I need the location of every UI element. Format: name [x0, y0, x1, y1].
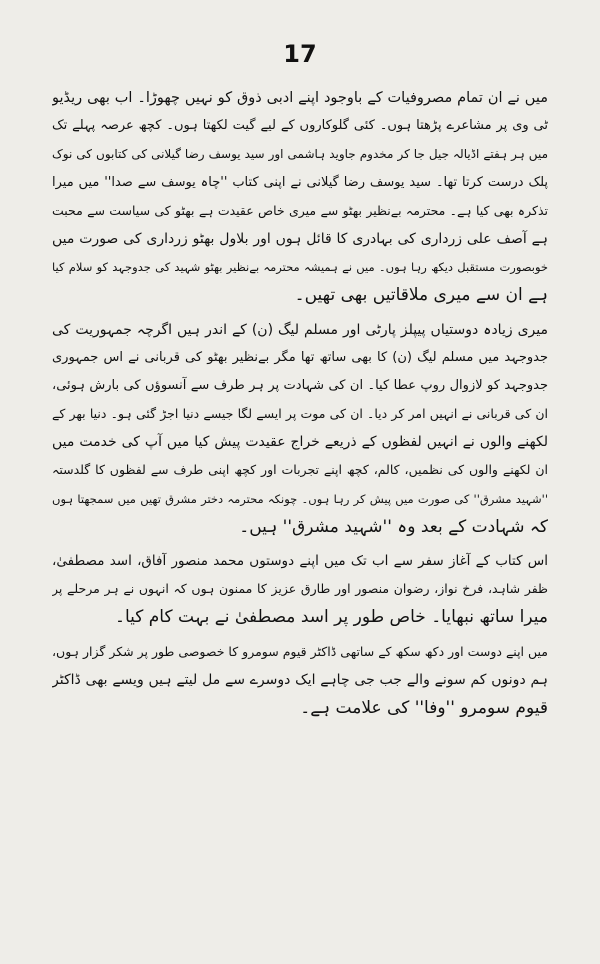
- text-line: میں نے ان تمام مصروفیات کے باوجود اپنے ادبی ذوق کو نہیں چھوڑا۔ اب بھی ریڈیو: [52, 90, 548, 106]
- text-line: ظفر شاہد، فرخ نواز، رضوان منصور اور طارق عزیز کا ممنون ہوں کہ انہوں نے ہر مرحلے پر: [52, 581, 548, 597]
- text-line: لکھنے والوں نے انہیں لفظوں کے ذریعے خراج عقیدت پیش کیا میں آپ کی خدمت میں: [52, 434, 548, 451]
- text-line: میرا ساتھ نبھایا۔ خاص طور پر اسد مصطفیٰ نے بہت کام کیا۔: [115, 607, 548, 628]
- text-line: تذکرہ بھی کیا ہے۔ محترمہ بےنظیر بھٹو سے میری خاص عقیدت ہے بھٹو کی سیاست سے محبت: [52, 202, 548, 218]
- paragraph: [52, 316, 548, 542]
- page-number: 17: [283, 40, 317, 68]
- text-line: ہے ان سے میری ملاقاتیں بھی تھیں۔: [294, 285, 548, 306]
- text-line: جدوجہد میں مسلم لیگ (ن) کا بھی ساتھ تھا مگر بےنظیر بھٹو کی قربانی نے اس جمہوری: [52, 349, 548, 365]
- text-line: ''شہید مشرق'' کی صورت میں پیش کر رہا ہوں۔ چونکہ محترمہ دختر مشرق تھیں میں سمجھتا ہوں: [52, 491, 548, 506]
- text-line: جدوجہد کو لازوال روپ عطا کیا۔ ان کی شہادت پر ہر طرف سے آنسوؤں کی بارش ہوئی،: [52, 377, 548, 393]
- page-body: [52, 84, 548, 722]
- text-line: میری زیادہ دوستیاں پیپلز پارٹی اور مسلم لیگ (ن) کے اندر ہیں اگرچہ جمہوریت کی: [52, 321, 548, 338]
- text-line: میں اپنے دوست اور دکھ سکھ کے ساتھی ڈاکٹر قیوم سومرو کا خصوصی طور پر شکر گزار ہوں،: [52, 643, 548, 659]
- paragraph: [52, 84, 548, 310]
- paragraph: [52, 547, 548, 632]
- text-line: کہ شہادت کے بعد وہ ''شہید مشرق'' ہیں۔: [239, 516, 548, 537]
- text-line: ان کی قربانی نے انہیں امر کر دیا۔ ان کی موت پر ایسے لگا جیسے دنیا اجڑ گئی ہو۔ دنیا بھر کے: [52, 406, 548, 422]
- text-line: ہے آصف علی زرداری کی بہادری کا قائل ہوں اور بلاول بھٹو زرداری کی صورت میں: [52, 230, 548, 247]
- paragraph: [52, 638, 548, 723]
- text-line: ٹی وی پر مشاعرے پڑھتا ہوں۔ کئی گلوکاروں کے لیے گیت لکھتا ہوں۔ کچھ عرصہ پہلے تک: [52, 118, 548, 134]
- text-line: اس کتاب کے آغاز سفر سے اب تک میں اپنے دوستوں محمد منصور آفاق، اسد مصطفیٰ،: [52, 553, 548, 569]
- text-line: میں ہر ہفتے اڈیالہ جیل جا کر مخدوم جاوید ہاشمی اور سید یوسف رضا گیلانی کی کتابوں کی نوک: [52, 147, 548, 162]
- text-line: پلک درست کرتا تھا۔ سید یوسف رضا گیلانی نے اپنی کتاب ''چاہ یوسف سے صدا'' میں میرا: [52, 174, 548, 190]
- text-line: ان لکھنے والوں کی نظمیں، کالم، کچھ اپنے تجربات اور کچھ اپنی طرف سے لفظوں کا گلدستہ: [52, 462, 548, 478]
- text-line: ہم دونوں کم سونے والے جب جی چاہے ایک دوسرے سے مل لیتے ہیں ویسے بھی ڈاکٹر: [52, 671, 548, 688]
- text-line: خوبصورت مستقبل دیکھ رہا ہوں۔ میں نے ہمیشہ محترمہ بےنظیر بھٹو شہید کی جدوجہد کو سلام کیا: [52, 260, 548, 275]
- text-line: قیوم سومرو ''وفا'' کی علامت ہے۔: [300, 697, 548, 718]
